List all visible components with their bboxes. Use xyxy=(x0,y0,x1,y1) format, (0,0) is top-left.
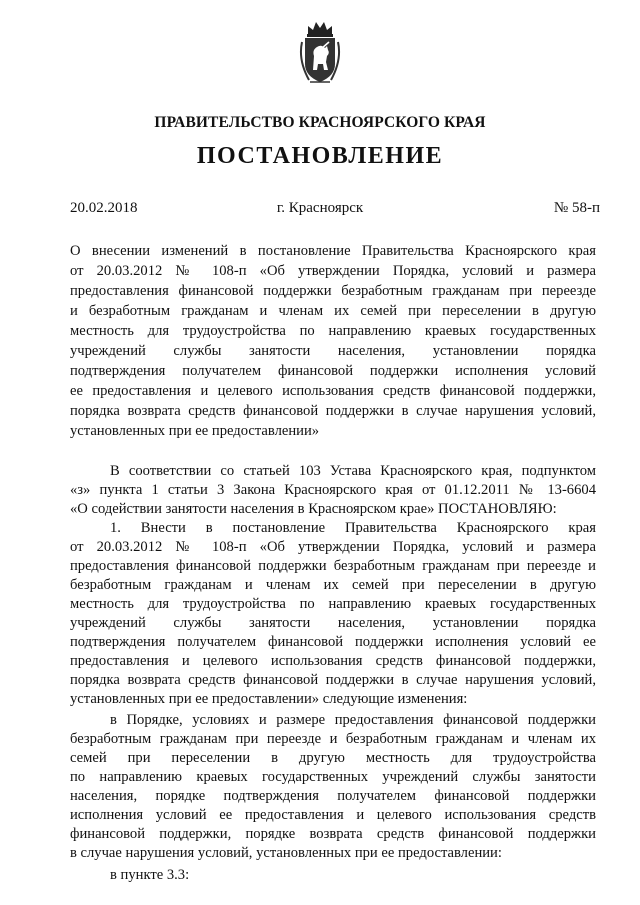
body-line: предоставления финансовой поддержки безработным гражданам при переезде и xyxy=(70,558,596,574)
body-line: 1. Внести в постановление Правительства Красноярского края xyxy=(110,520,596,536)
government-name: ПРАВИТЕЛЬСТВО КРАСНОЯРСКОГО КРАЯ xyxy=(154,114,486,131)
body-line: финансовой поддержки, порядке возврата средств финансовой поддержки xyxy=(70,826,596,842)
body-line: семей при переселении в другую местность для трудоустройства xyxy=(70,750,596,766)
title-line: установленных при ее предоставлении» xyxy=(70,423,320,439)
document-number: № 58-п xyxy=(553,200,600,216)
title-line: от 20.03.2012 № 108-п «Об утверждении Порядка, условий и размера xyxy=(70,263,596,279)
body-line: В соответствии со статьей 103 Устава Красноярского края, подпунктом xyxy=(110,463,596,479)
body-line: безработным гражданам и членам их семей при переселении в другую xyxy=(70,577,596,593)
title-line: учреждений службы занятости населения, установлении порядка xyxy=(70,343,596,359)
body-line: учреждений службы занятости населения, установлении порядка xyxy=(70,615,596,631)
title-line: О внесении изменений в постановление Правительства Красноярского края xyxy=(70,243,596,259)
body-line: установленных при ее предоставлении» следующие изменения: xyxy=(70,691,468,707)
body-line: по направлению краевых государственных учреждений службы занятости xyxy=(70,769,596,785)
body-line: местность для трудоустройства по направлению краевых государственных xyxy=(70,596,596,612)
body-line: «з» пункта 1 статьи 3 Закона Красноярского края от 01.12.2011 № 13-6604 xyxy=(70,482,596,498)
title-line: и безработным гражданам и членам их семей при переселении в другую xyxy=(70,303,596,319)
body-line: в пункте 3.3: xyxy=(110,867,190,883)
body-line: от 20.03.2012 № 108-п «Об утверждении Порядка, условий и размера xyxy=(70,539,596,555)
body-line: подтверждения получателем финансовой поддержки исполнения условий ее xyxy=(70,634,596,650)
title-line: предоставления финансовой поддержки безработным гражданам при переезде xyxy=(70,283,596,299)
body-line: предоставления и целевого использования средств финансовой поддержки, xyxy=(70,653,596,669)
document-city: г. Красноярск xyxy=(276,200,364,216)
body-line: в случае нарушения условий, установленных при ее предоставлении: xyxy=(70,845,502,861)
document-type: ПОСТАНОВЛЕНИЕ xyxy=(196,143,444,169)
body-line: безработным гражданам при переезде и безработным гражданам и членам их xyxy=(70,731,596,747)
coat-of-arms-emblem xyxy=(297,20,343,86)
title-line: ее предоставления и целевого использования средств финансовой поддержки, xyxy=(70,383,596,399)
body-line: в Порядке, условиях и размере предоставления финансовой поддержки xyxy=(110,712,596,728)
title-line: порядка возврата средств финансовой поддержки в случае нарушения условий, xyxy=(70,403,596,419)
body-line: «О содействии занятости населения в Красноярском крае» ПОСТАНОВЛЯЮ: xyxy=(70,501,557,517)
body-line: порядка возврата средств финансовой поддержки в случае нарушения условий, xyxy=(70,672,596,688)
body-line: исполнения условий ее предоставления и целевого использования средств xyxy=(70,807,596,823)
document-date: 20.02.2018 xyxy=(70,200,138,216)
title-line: местность для трудоустройства по направлению краевых государственных xyxy=(70,323,596,339)
title-line: подтверждения получателем финансовой поддержки исполнения условий xyxy=(70,363,596,379)
body-line: населения, порядке подтверждения получателем финансовой поддержки xyxy=(70,788,596,804)
